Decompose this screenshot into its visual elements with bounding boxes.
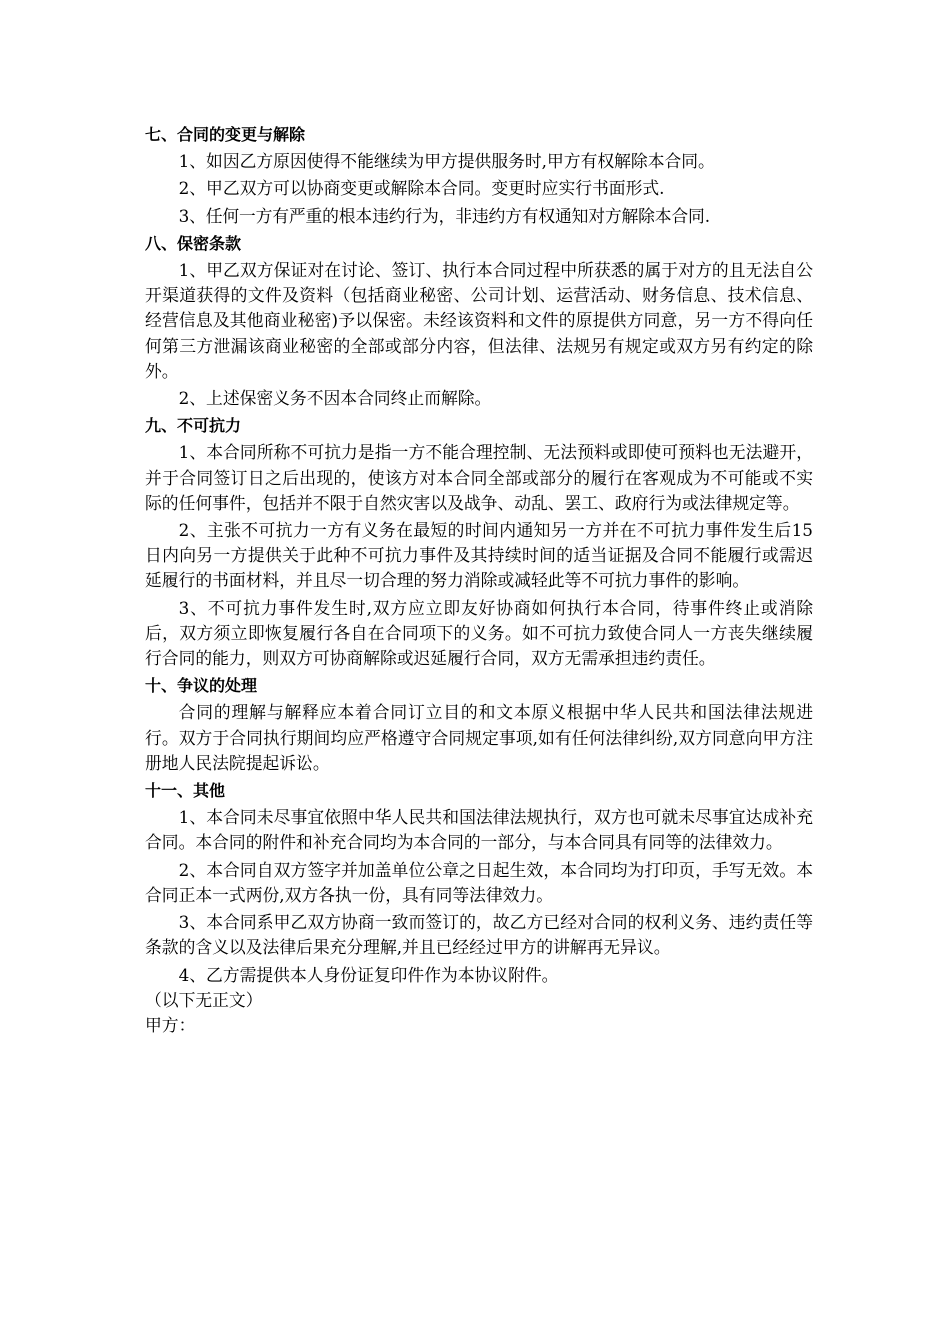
section-10-heading: 十、争议的处理 xyxy=(145,676,258,696)
section-11-clause-2: 2、本合同自双方签字并加盖单位公章之日起生效，本合同均为打印页，手写无效。本合同正本一式两份,双方各执一份，具有同等法律效力。 xyxy=(145,859,813,905)
section-7-clause-1: 1、如因乙方原因使得不能继续为甲方提供服务时,甲方有权解除本合同。 xyxy=(178,151,715,172)
section-11-clause-4: 4、乙方需提供本人身份证复印件作为本协议附件。 xyxy=(178,964,559,985)
end-of-text-note: （以下无正文） xyxy=(145,989,263,1010)
section-9-clause-2: 2、主张不可抗力一方有义务在最短的时间内通知另一方并在不可抗力事件发生后15日内向另一方提供关于此种不可抗力事件及其持续时间的适当证据及合同不能履行或需迟延履行的书面材料，并且尽一切合理的努力消除或减轻此等不可抗力事件的影响。 xyxy=(145,520,813,591)
section-7-heading: 七、合同的变更与解除 xyxy=(145,125,306,144)
section-11-clause-1: 1、本合同未尽事宜依照中华人民共和国法律法规执行，双方也可就未尽事宜达成补充合同。本合同的附件和补充合同均为本合同的一部分，与本合同具有同等的法律效力。 xyxy=(145,807,813,853)
section-9-heading: 九、不可抗力 xyxy=(145,416,242,436)
section-8-clause-1: 1、甲乙双方保证对在讨论、签订、执行本合同过程中所获悉的属于对方的且无法自公开渠道获得的文件及资料（包括商业秘密、公司计划、运营活动、财务信息、技术信息、经营信息及其他商业秘密)予以保密。未经该资料和文件的原提供方同意，另一方不得向任何第三方泄漏该商业秘密的全部或部分内容，但法律、法规另有规定或双方另有约定的除外。 xyxy=(145,260,813,381)
section-8-clause-2: 2、上述保密义务不因本合同终止而解除。 xyxy=(178,388,492,409)
section-7-clause-3: 3、任何一方有严重的根本违约行为，非违约方有权通知对方解除本合同. xyxy=(178,205,710,226)
section-9-clause-1: 1、本合同所称不可抗力是指一方不能合理控制、无法预料或即使可预料也无法避开，并于合同签订日之后出现的，使该方对本合同全部或部分的履行在客观成为不可能或不实际的任何事件，包括并不限于自然灾害以及战争、动乱、罢工、政府行为或法律规定等。 xyxy=(145,442,813,513)
section-11-heading: 十一、其他 xyxy=(145,781,226,801)
section-7-clause-2: 2、甲乙双方可以协商变更或解除本合同。变更时应实行书面形式. xyxy=(178,178,665,199)
section-11-clause-3: 3、本合同系甲乙双方协商一致而签订的，故乙方已经对合同的权利义务、违约责任等条款的含义以及法律后果充分理解,并且已经经过甲方的讲解再无异议。 xyxy=(145,912,813,958)
section-8-heading: 八、保密条款 xyxy=(145,233,242,253)
section-9-clause-3: 3、不可抗力事件发生时,双方应立即友好协商如何执行本合同，待事件终止或消除后，双方须立即恢复履行各自在合同项下的义务。如不可抗力致使合同人一方丧失继续履行合同的能力，则双方可协商解除或迟延履行合同，双方无需承担违约责任。 xyxy=(145,597,813,669)
contract-body xyxy=(145,122,813,1038)
party-a-signature-label: 甲方： xyxy=(145,1014,196,1035)
section-10-clause-1: 合同的理解与解释应本着合同订立目的和文本原义根据中华人民共和国法律法规进行。双方于合同执行期间均应严格遵守合同规定事项,如有任何法律纠纷,双方同意向甲方注册地人民法院提起诉讼。 xyxy=(145,702,813,773)
